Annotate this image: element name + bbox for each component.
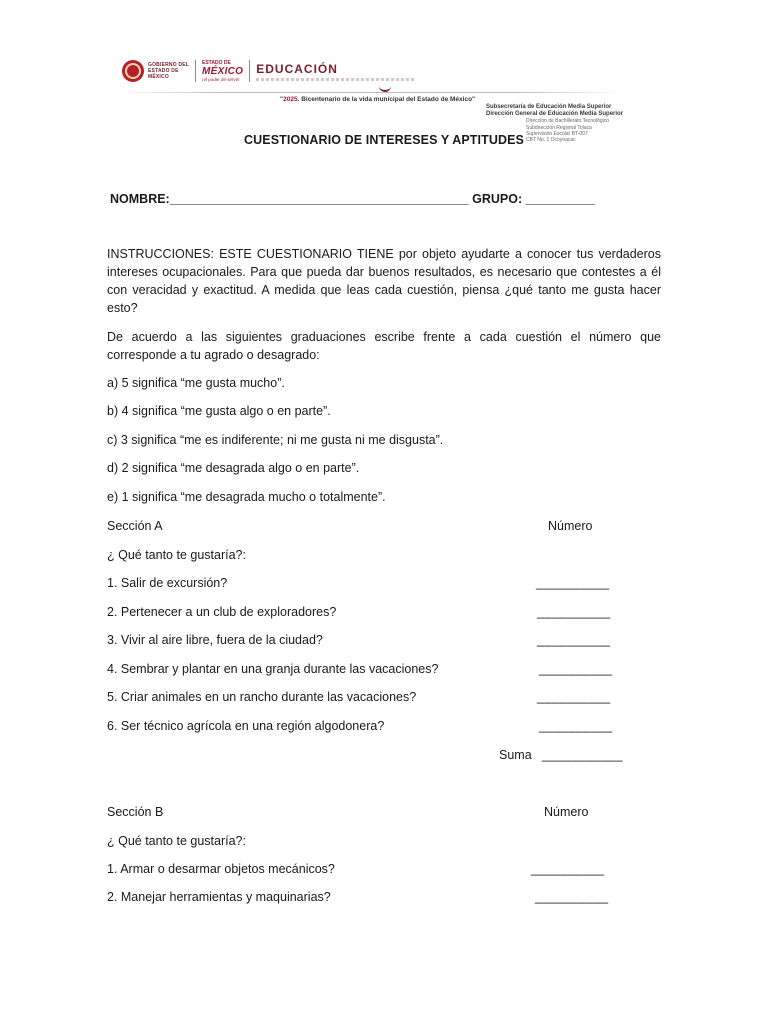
answer-blank[interactable]: __________	[539, 662, 613, 676]
section-a-question: ¿ Qué tanto te gustaría?:	[107, 548, 246, 562]
gov-logo-line: ESTADO DE	[148, 68, 179, 74]
logo-divider	[249, 60, 250, 82]
graduaciones-paragraph: De acuerdo a las siguientes graduaciones escribe frente a cada cuestión el número que corresponde a tu agrado o desagrado:	[107, 330, 661, 362]
bicentenario-quote: "	[280, 96, 284, 103]
scale-item: c) 3 significa “me es indiferente; ni me gusta ni me disgusta”.	[107, 433, 444, 447]
answer-blank[interactable]: __________	[536, 576, 610, 590]
mexico-logo-main: MÉXICO	[202, 66, 244, 77]
answer-blank[interactable]: __________	[537, 633, 611, 647]
name-group-field[interactable]: NOMBRE:___________________________________________ GRUPO: __________	[110, 192, 596, 206]
suma-blank[interactable]: ___________	[542, 748, 623, 762]
institution-line: Dirección General de Educación Media Superior	[486, 111, 624, 118]
section-b-item: 1. Armar o desarmar objetos mecánicos?	[107, 862, 335, 876]
mexico-logo-slogan: ¡el poder de servir!	[202, 77, 240, 82]
scale-item: d) 2 significa “me desagrada algo o en parte”.	[107, 461, 360, 475]
section-a-item: 6. Ser técnico agrícola en una región algodonera?	[107, 719, 385, 733]
instructions-paragraph: INSTRUCCIONES: ESTE CUESTIONARIO TIENE por objeto ayudarte a conocer tus verdaderos intereses ocupacionales. Para que pueda dar buenos resultados, es necesario que contestes a él con veracidad y exactitud. A medida que leas cada cuestión, piensa ¿qué tanto me gusta hacer esto?	[107, 247, 661, 315]
section-a-item: 1. Salir de excursión?	[107, 576, 228, 590]
header-divider	[120, 92, 620, 93]
institution-line: Subsecretaría de Educación Media Superior	[486, 104, 612, 110]
institution-subline: CBT No. 1 Ocoyoacac	[526, 137, 576, 144]
bicentenario-line	[280, 96, 475, 103]
mexico-logo	[202, 60, 243, 82]
answer-blank[interactable]: __________	[537, 690, 611, 704]
bicentenario-text: Bicentenario de la vida municipal del Estado de México"	[301, 96, 476, 103]
section-b-item: 2. Manejar herramientas y maquinarias?	[107, 890, 331, 904]
section-a-item: 3. Vivir al aire libre, fuera de la ciudad?	[107, 633, 323, 647]
document-title: CUESTIONARIO DE INTERESES Y APTITUDES	[244, 133, 524, 147]
header-logos	[122, 58, 414, 84]
answer-blank[interactable]: __________	[531, 862, 605, 876]
bicentenario-year: 2025.	[283, 96, 300, 103]
section-a-item: 5. Criar animales en un rancho durante las vacaciones?	[107, 690, 417, 704]
suma-label: Suma	[499, 748, 532, 762]
institution-subline: Supervisión Escolar BT-007	[526, 130, 588, 137]
education-label: EDUCACIÓN	[256, 61, 338, 76]
section-b-numero-header: Número	[544, 805, 589, 819]
answer-blank[interactable]: __________	[539, 719, 613, 733]
education-subline	[256, 78, 414, 81]
logo-divider	[195, 60, 196, 82]
section-b-title: Sección B	[107, 805, 164, 819]
gov-logo-line: MÉXICO	[148, 74, 169, 80]
education-logo	[256, 62, 414, 81]
scale-item: e) 1 significa “me desagrada mucho o totalmente”.	[107, 490, 386, 504]
scale-item: a) 5 significa “me gusta mucho”.	[107, 376, 285, 390]
section-a-title: Sección A	[107, 519, 163, 533]
section-b-question: ¿ Qué tanto te gustaría?:	[107, 834, 246, 848]
answer-blank[interactable]: __________	[535, 890, 609, 904]
institution-subline: Dirección de Bachillerato Tecnológico	[526, 118, 610, 125]
section-a-numero-header: Número	[548, 519, 593, 533]
section-a-item: 4. Sembrar y plantar en una granja durante las vacaciones?	[107, 662, 439, 676]
institution-subline: Subdirección Regional Toluca	[526, 124, 592, 131]
section-a-item: 2. Pertenecer a un club de exploradores?	[107, 605, 337, 619]
state-seal-icon	[122, 60, 144, 82]
mexico-logo-top: ESTADO DE	[202, 60, 231, 66]
scale-item: b) 4 significa “me gusta algo o en parte”.	[107, 404, 331, 418]
gov-logo-text	[148, 62, 189, 80]
gov-logo-line: GOBIERNO DEL	[148, 62, 190, 68]
answer-blank[interactable]: __________	[537, 605, 611, 619]
